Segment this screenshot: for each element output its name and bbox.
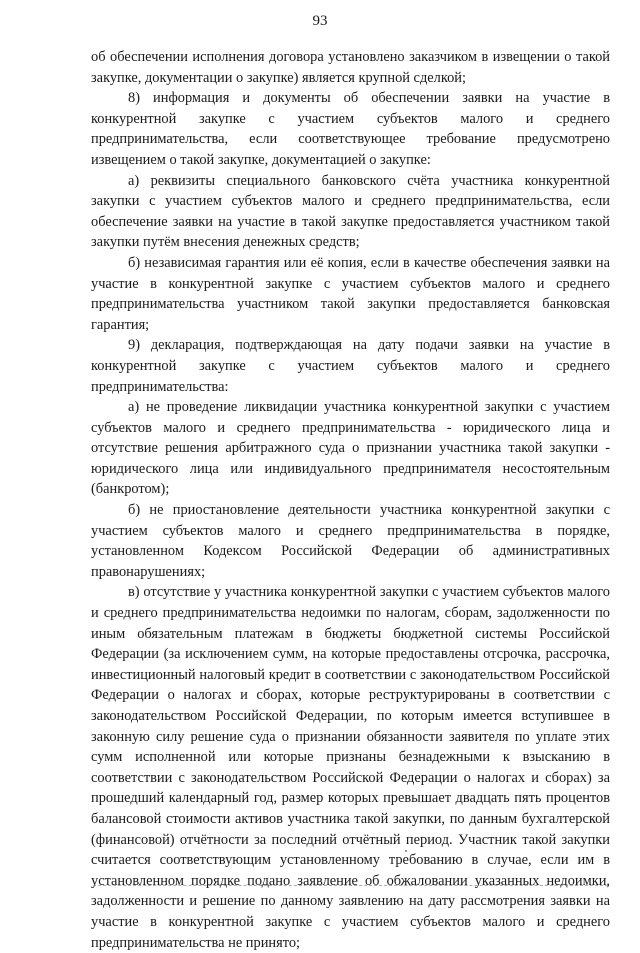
paragraph-item-9b: б) не приостановление деятельности участника конкурентной закупки с участием субъектов малого и среднего предпринимательства в порядке, установленном Кодексом Российской Федерации об административных правонарушениях;: [91, 502, 610, 580]
footer-rule: [93, 885, 608, 886]
paragraph-item-8b: б) независимая гарантия или её копия, если в качестве обеспечения заявки на участие в конкурентной закупке с участием субъектов малого и среднего предпринимательства участником такой закупки предоставляется банковская гарантия;: [91, 254, 610, 333]
paragraph-item-8: 8) информация и документы об обеспечении заявки на участие в конкурентной закупке с участием субъектов малого и среднего предпринимательства, если соответствующее требование предусмотрено извещением о такой закупке, документацией о закупке:: [91, 90, 610, 168]
paragraph-item-8a: а) реквизиты специального банковского счёта участника конкурентной закупки с участием субъектов малого и среднего предпринимательства, если обеспечение заявки на участие в такой закупке предоставляется участником такой закупки путём внесения денежных средств;: [91, 172, 610, 251]
paragraph-item-9a: а) не проведение ликвидации участника конкурентной закупки с участием субъектов малого и среднего предпринимательства - юридического лица и отсутствие решения арбитражного суда о признании участника такой закупки - юридического лица или индивидуального предпринимателя несостоятельным (банкротом);: [91, 399, 610, 498]
page-number: 93: [312, 13, 328, 29]
paragraph-item-9: 9) декларация, подтверждающая на дату подачи заявки на участие в конкурентной закупке с участием субъектов малого и среднего предпринимательства:: [91, 337, 610, 395]
paragraph-item-9v: в) отсутствие у участника конкурентной закупки с участием субъектов малого и среднего предпринимательства недоимки по налогам, сборам, задолженности по иным обязательным платежам в бюджеты бюджетной системы Российской Федерации (за исключением сумм, на которые предоставлены отсрочка, рассрочка, инвестиционный налоговый кредит в соответствии с законодательством Российской Федерации о налогах и сборах, которые реструктурированы в соответствии с законодательством Российской Федерации, по которым имеется вступившее в законную силу решение суда о признании обязанности заявителя по уплате этих сумм исполненной или которые признаны безнадежными к взысканию в соответствии с законодательством Российской Федерации о налогах и сборах) за прошедший календарный год, размер которых превышает двадцать пять процентов балансовой стоимости активов участника такой закупки, по данным бухгалтерской (финансовой) отчётности за последний отчётный период. Участник такой закупки считается соответствующим установленному требованию в случае, если им в установленном порядке подано заявление об обжаловании указанных недоимки, задолженности и решение по данному заявлению на дату рассмотрения заявки на участие в конкурентной закупке с участием субъектов малого и среднего предпринимательства не принято;: [91, 584, 610, 951]
document-body: [91, 47, 610, 953]
scan-speck: [405, 850, 407, 852]
paragraph-continuation: об обеспечении исполнения договора установлено заказчиком в извещении о такой закупке, документации о закупке) является крупной сделкой;: [91, 49, 610, 86]
